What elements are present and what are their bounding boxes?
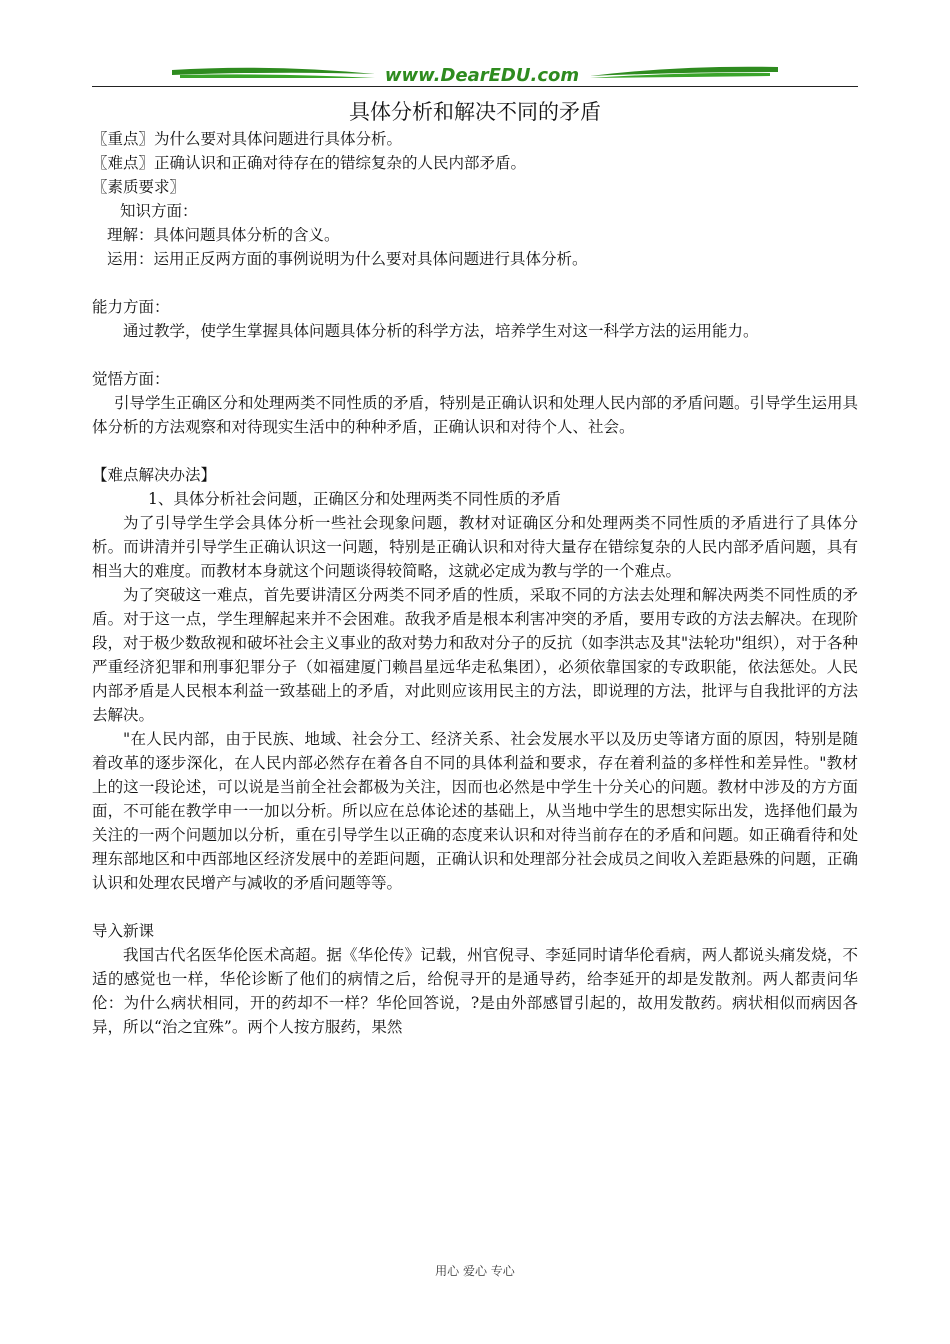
awareness-text: 引导学生正确区分和处理两类不同性质的矛盾，特别是正确认识和处理人民内部的矛盾问题。引导学生运用具体分析的方法观察和对待现实生活中的种种矛盾，正确认识和对待个人、社会。 [92, 394, 859, 436]
logo-left-swoosh [172, 68, 375, 75]
logo-text: www.DearEDU.com [384, 65, 580, 86]
awareness-heading: 觉悟方面： [92, 370, 170, 388]
page-footer: 用心 爱心 专心 [435, 1264, 515, 1278]
intro-heading: 导入新课 [92, 922, 155, 940]
solution-paragraph-2: 为了突破这一难点，首先要讲清区分两类不同矛盾的性质，采取不同的方法去处理和解决两类不同性质的矛盾。对于这一点，学生理解起来并不会困难。敌我矛盾是根本利害冲突的矛盾，要用专政的方法去解决。在现阶段，对于极少数敌视和破坏社会主义事业的敌对势力和敌对分子的反抗（如李洪志及其"法轮功"组织），对于各种严重经济犯罪和刑事犯罪分子（如福建厦门赖昌星远华走私集团），必须依靠国家的专政职能，依法惩处。人民内部矛盾是人民根本利益一致基础上的矛盾，对此则应该用民主的方法，即说理的方法，批评与自我批评的方法去解决。 [92, 586, 859, 724]
quality-requirements: 〖素质要求〗 [92, 178, 186, 196]
key-point: 〖重点〗为什么要对具体问题进行具体分析。 [92, 130, 403, 148]
understand-line: 理解：具体问题具体分析的含义。 [107, 226, 340, 244]
page-title: 具体分析和解决不同的矛盾 [349, 100, 601, 124]
apply-line: 运用：运用正反两方面的事例说明为什么要对具体问题进行具体分析。 [107, 250, 588, 268]
document-body [92, 97, 858, 1039]
solution-heading: 【难点解决办法】 [92, 466, 217, 484]
difficulty: 〖难点〗正确认识和正确对待存在的错综复杂的人民内部矛盾。 [92, 154, 527, 172]
site-logo-banner [170, 62, 780, 88]
intro-text: 我国古代名医华伦医术高超。据《华伦传》记载，州官倪寻、李延同时请华伦看病，两人都说头痛发烧，不适的感觉也一样，华伦诊断了他们的病情之后，给倪寻开的是通导药，给李延开的却是发散剂。两人都责问华伦：为什么病状相同，开的药却不一样？华伦回答说，?是由外部感冒引起的，故用发散药。病状相似而病因各异，所以“治之宜殊”。两个人按方服药，果然 [92, 946, 858, 1036]
solution-paragraph-3: "在人民内部，由于民族、地域、社会分工、经济关系、社会发展水平以及历史等诸方面的原因，特别是随着改革的逐步深化，在人民内部必然存在着各自不同的具体利益和要求，存在着利益的多样性和差异性。"教材上的这一段论述，可以说是当前全社会都极为关注，因而也必然是中学生十分关心的问题。教材中涉及的方方面面，不可能在教学申一一加以分析。所以应在总体论述的基础上，从当地中学生的思想实际出发，选择他们最为关注的一两个问题加以分析，重在引导学生以正确的态度来认识和对待当前存在的矛盾和问题。如正确看待和处理东部地区和中西部地区经济发展中的差距问题，正确认识和处理部分社会成员之间收入差距悬殊的问题，正确认识和处理农民增产与减收的矛盾问题等等。 [92, 730, 858, 892]
solution-paragraph-1: 为了引导学生学会具体分析一些社会现象问题，教材对证确区分和处理两类不同性质的矛盾进行了具体分析。而讲清并引导学生正确认识这一问题，特别是正确认识和对待大量存在错综复杂的人民内部矛盾问题，具有相当大的难度。而教材本身就这个问题谈得较简略，这就必定成为教与学的一个难点。 [92, 514, 858, 580]
header-divider [92, 86, 858, 87]
logo-left-swoosh-lower [180, 74, 375, 78]
ability-heading: 能力方面： [92, 298, 170, 316]
knowledge-heading: 知识方面： [120, 202, 198, 220]
ability-text: 通过教学，使学生掌握具体问题具体分析的科学方法，培养学生对这一科学方法的运用能力。 [123, 322, 759, 340]
solution-item: 1、具体分析社会问题，正确区分和处理两类不同性质的矛盾 [148, 490, 561, 508]
